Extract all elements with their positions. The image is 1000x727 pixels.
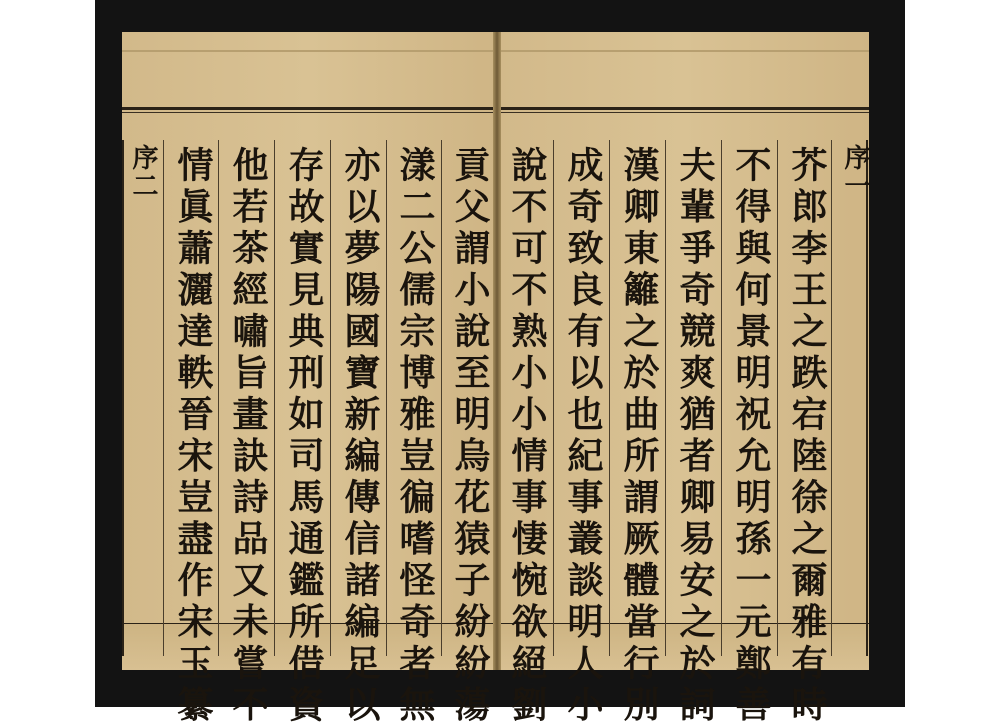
text-column: 情眞蕭灑達軼晉宋豈盡作宋玉纂 [172,146,214,727]
upper-border-inner [497,112,869,113]
text-column: 不得與何景明祝允明孫一元鄭善 [730,146,772,727]
text-column: 漾二公儒宗博雅豈徧嗜怪奇者無 [394,146,436,727]
text-column: 存故實見典刑如司馬通鑑所借資 [283,146,325,727]
column-rule [386,140,387,656]
column-rule [831,140,832,656]
text-column: 貢父謂小說至明烏花猿子紛紛蕩 [449,146,491,727]
column-rule [609,140,610,656]
column-rule [665,140,666,656]
column-rule [777,140,778,656]
right-page [497,32,870,727]
top-band [122,50,497,52]
text-column: 夫輩爭奇競爽猶者卿易安之於詞 [674,146,716,727]
left-edge-rule [122,140,124,656]
top-band [497,50,869,52]
column-rule [163,140,164,656]
upper-border [122,107,497,110]
page-header: 序一 [840,144,870,200]
upper-border-inner [122,112,497,113]
upper-border [497,107,869,110]
page-header: 序二 [128,144,158,200]
book-gutter [493,32,501,670]
column-rule [218,140,219,656]
column-rule [330,140,331,656]
column-rule [441,140,442,656]
left-page [122,32,497,727]
text-column: 亦以夢陽國寶新編傳信諸編足以 [339,146,381,727]
text-column: 漢卿東籬之於曲所謂厥體當行別 [618,146,660,727]
text-column: 說不可不熟小小情事悽惋欲絕劉 [506,146,548,727]
column-rule [721,140,722,656]
column-rule [553,140,554,656]
column-rule [274,140,275,656]
text-column: 成奇致良有以也紀事叢談明人小 [562,146,604,727]
right-edge-rule [866,140,868,656]
text-column: 他若茶經嘯旨畫訣詩品又未嘗不 [227,146,269,727]
text-column: 芥郎李王之跌宕陸徐之爾雅有時 [786,146,828,727]
